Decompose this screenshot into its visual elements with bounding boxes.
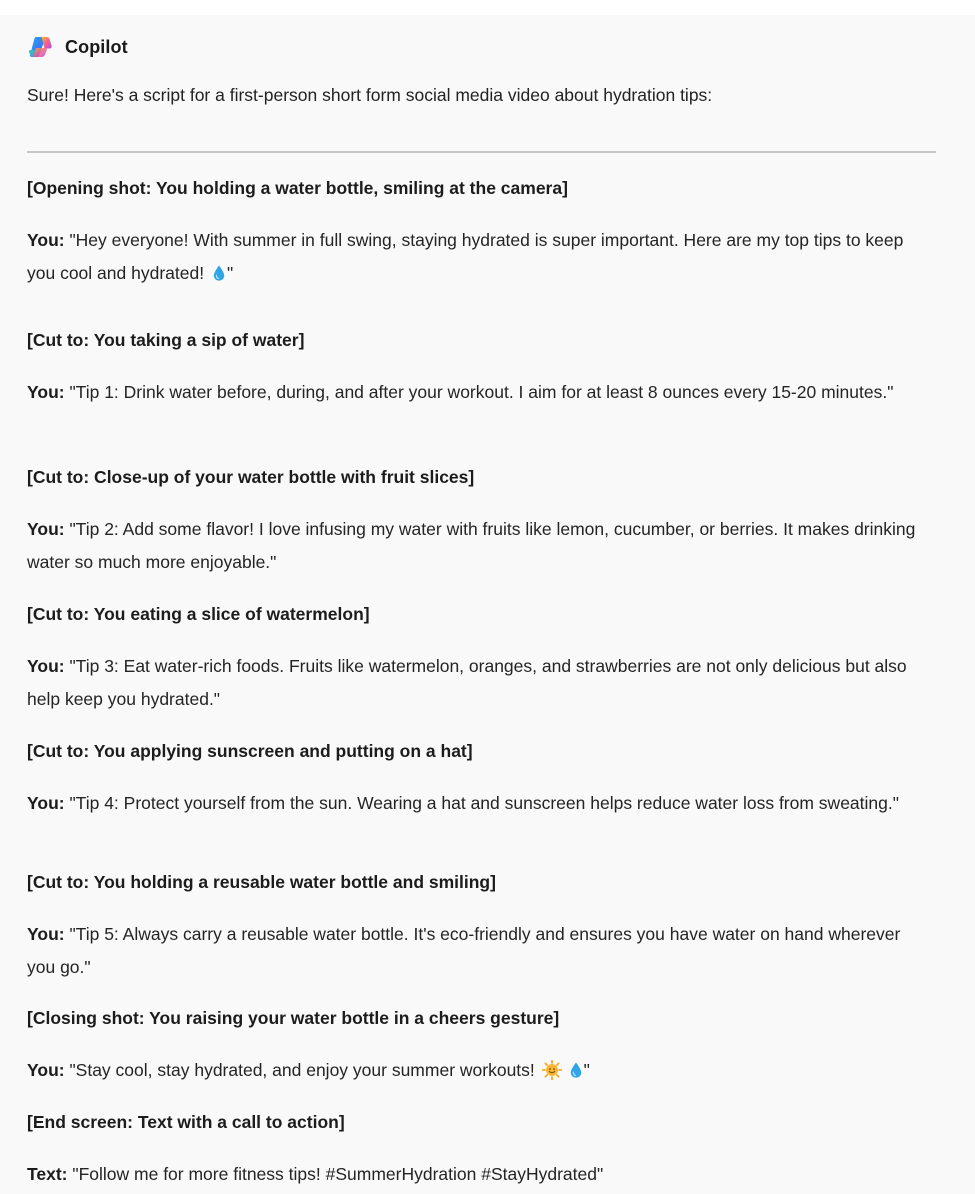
line-text: "Stay cool, stay hydrated, and enjoy your summer workouts!	[64, 1060, 540, 1080]
line-text-end: "	[226, 263, 234, 283]
script-line	[27, 918, 932, 984]
scene-cue-text: [Cut to: You taking a sip of water]	[27, 330, 305, 350]
script-line	[27, 1158, 932, 1191]
copilot-logo-icon	[27, 35, 53, 59]
scene-cue-text: [Cut to: You applying sunscreen and putting on a hat]	[27, 741, 473, 761]
line-text: "Tip 3: Eat water-rich foods. Fruits like watermelon, oranges, and strawberries are not only delicious but also help keep you hydrated."	[27, 656, 907, 709]
scene-cue	[27, 866, 932, 899]
script-line	[27, 513, 932, 579]
speaker-label: You:	[27, 230, 65, 250]
scene-cue	[27, 1106, 932, 1139]
speaker-label: You:	[27, 793, 65, 813]
line-text: "Tip 2: Add some flavor! I love infusing my water with fruits like lemon, cucumber, or berries. It makes drinking water so much more enjoyable."	[27, 519, 916, 572]
scene-cue-text: [Closing shot: You raising your water bottle in a cheers gesture]	[27, 1008, 560, 1028]
line-text: "Hey everyone! With summer in full swing, staying hydrated is super important. Here are my top tips to keep you cool and hydrated!	[27, 230, 904, 283]
speaker-label: You:	[27, 924, 65, 944]
message-header	[27, 35, 128, 59]
scene-cue	[27, 172, 932, 205]
script-line	[27, 224, 932, 290]
line-text: "Follow me for more fitness tips! #SummerHydration #StayHydrated"	[67, 1164, 604, 1184]
line-text-end: "	[583, 1060, 590, 1080]
chat-panel	[0, 15, 975, 1194]
scene-cue	[27, 1002, 932, 1035]
scene-cue	[27, 598, 932, 631]
divider	[27, 151, 936, 153]
speaker-label: You:	[27, 382, 65, 402]
scene-cue	[27, 735, 932, 768]
scene-cue-text: [Cut to: Close-up of your water bottle with fruit slices]	[27, 467, 475, 487]
scene-cue-text: [Cut to: You eating a slice of watermelon]	[27, 604, 370, 624]
scene-cue-text: [Cut to: You holding a reusable water bottle and smiling]	[27, 872, 496, 892]
speaker-label: You:	[27, 1060, 65, 1080]
app-name: Copilot	[65, 36, 128, 57]
speaker-label: Text:	[27, 1164, 68, 1184]
script-line	[27, 1054, 932, 1087]
droplet-icon	[570, 1062, 582, 1078]
intro-text: Sure! Here's a script for a first-person short form social media video about hydration tips:	[27, 85, 713, 105]
scene-cue	[27, 324, 932, 357]
line-text: "Tip 5: Always carry a reusable water bottle. It's eco-friendly and ensures you have water on hand wherever you go."	[27, 924, 901, 977]
scene-cue	[27, 461, 932, 494]
speaker-label: You:	[27, 656, 65, 676]
line-text: "Tip 1: Drink water before, during, and after your workout. I aim for at least 8 ounces every 15-20 minutes."	[64, 382, 894, 402]
droplet-icon	[213, 265, 225, 281]
script-line	[27, 376, 932, 409]
scene-cue-text: [End screen: Text with a call to action]	[27, 1112, 345, 1132]
script-line	[27, 650, 932, 716]
sun-icon	[542, 1060, 562, 1080]
speaker-label: You:	[27, 519, 65, 539]
scene-cue-text: [Opening shot: You holding a water bottle, smiling at the camera]	[27, 178, 568, 198]
line-text: "Tip 4: Protect yourself from the sun. Wearing a hat and sunscreen helps reduce water loss from sweating."	[64, 793, 899, 813]
script-line	[27, 787, 932, 820]
